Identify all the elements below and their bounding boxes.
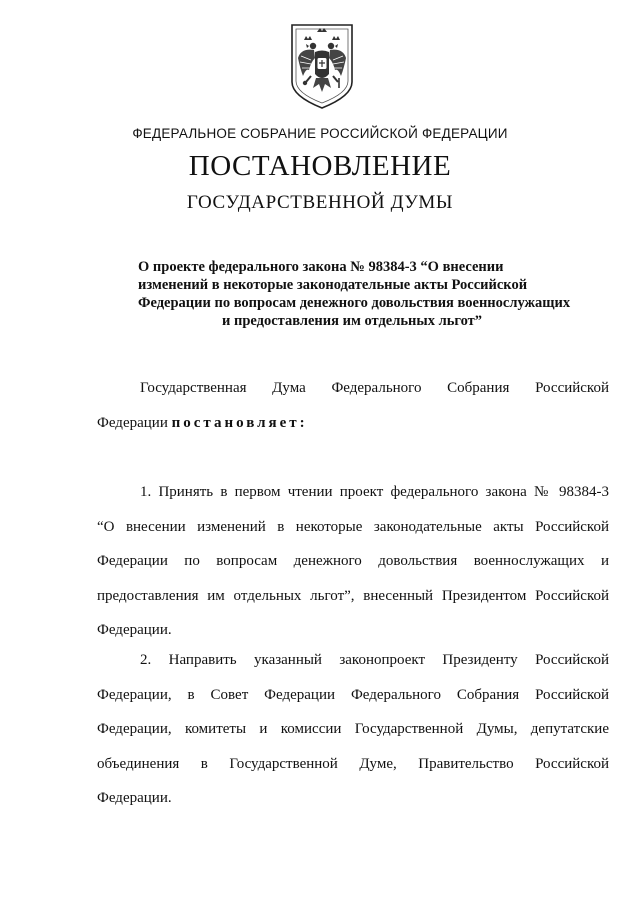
- document-type-title: ПОСТАНОВЛЕНИЕ: [188, 150, 452, 182]
- subject-line: изменений в некоторые законодательные акты Российской: [138, 277, 528, 293]
- paragraph-line: “О внесении изменений в некоторые законодательные акты Российской: [97, 518, 609, 535]
- paragraph-line: 2. Направить указанный законопроект Президенту Российской: [140, 652, 609, 668]
- resolution-item-1: [97, 482, 609, 655]
- paragraph-line: предоставления им отдельных льгот”, внесенный Президентом Российской: [97, 587, 609, 604]
- paragraph-line: Федерации, комитеты и комиссии Государственной Думы, депутатские: [97, 721, 609, 737]
- paragraph-line: Федерации по вопросам денежного довольствия военнослужащих и: [97, 553, 609, 569]
- intro-paragraph: [97, 378, 609, 447]
- resolution-subject: [138, 258, 571, 330]
- paragraph-line: [97, 413, 609, 448]
- resolution-item-2: [97, 650, 609, 823]
- intro-prefix: Федерации: [97, 414, 172, 431]
- coat-of-arms-icon: [289, 22, 355, 110]
- paragraph-line: объединения в Государственной Думе, Правительство Российской: [97, 755, 609, 772]
- resolves-word: постановляет:: [171, 414, 308, 431]
- paragraph-line: Государственная Дума Федерального Собрания Российской: [140, 380, 609, 396]
- paragraph-line: Федерации.: [97, 622, 172, 638]
- subject-line: и предоставления им отдельных льгот”: [222, 313, 483, 329]
- subject-line: О проекте федерального закона № 98384-3 “О внесении: [138, 259, 504, 275]
- paragraph-line: Федерации, в Совет Федерации Федерального Собрания Российской: [97, 686, 609, 703]
- subject-line: Федерации по вопросам денежного довольствия военнослужащих: [138, 295, 571, 311]
- issuer-heading: ГОСУДАРСТВЕННОЙ ДУМЫ: [186, 192, 454, 213]
- paragraph-line: 1. Принять в первом чтении проект федерального закона № 98384-3: [140, 484, 609, 500]
- assembly-heading: ФЕДЕРАЛЬНОЕ СОБРАНИЕ РОССИЙСКОЙ ФЕДЕРАЦИИ: [132, 126, 508, 141]
- paragraph-line: Федерации.: [97, 790, 172, 806]
